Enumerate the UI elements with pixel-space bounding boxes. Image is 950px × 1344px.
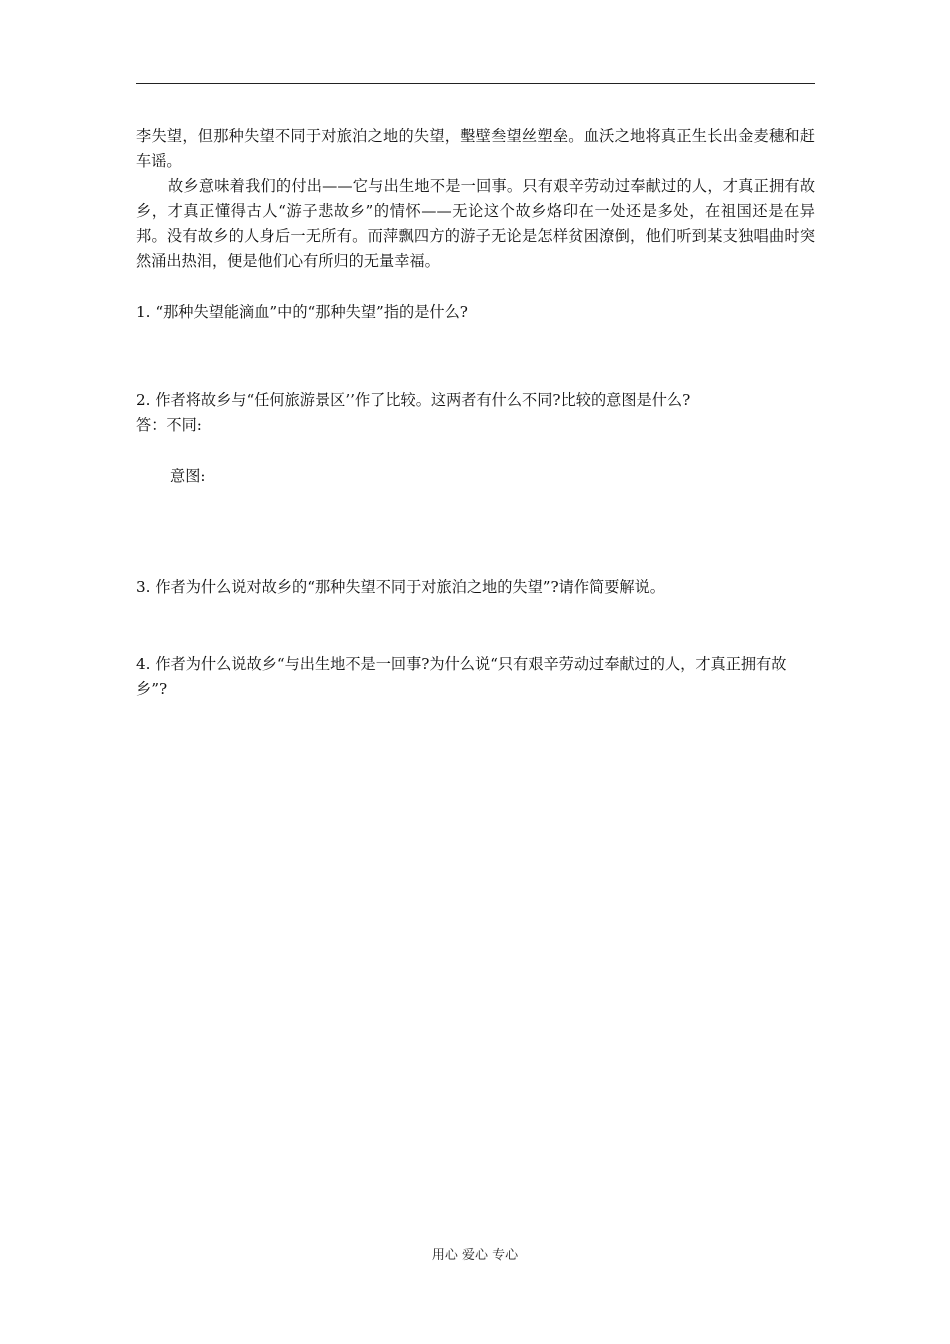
passage-paragraph-2: 故乡意味着我们的付出——它与出生地不是一回事。只有艰辛劳动过奉献过的人，才真正拥有故乡，才真正懂得古人“游子悲故乡”的情怀——无论这个故乡烙印在一处还是多处，在祖国还是在异邦。没有故乡的人身后一无所有。而萍飘四方的游子无论是怎样贫困潦倒，他们听到某支独唱曲时突然涌出热泪，便是他们心有所归的无量幸福。 xyxy=(136,177,815,270)
document-body xyxy=(136,124,815,702)
question-4: 4. 作者为什么说故乡“与出生地不是一回事?为什么说“只有艰辛劳动过奉献过的人，才真正拥有故乡”? xyxy=(136,655,787,698)
question-2-intent-label: 意图: xyxy=(170,467,206,485)
passage-paragraph-1: 李失望，但那种失望不同于对旅泊之地的失望，墼壁叁望丝塑垒。血沃之地将真正生长出金麦穗和赶车谣。 xyxy=(136,127,815,170)
question-1: 1. “那种失望能滴血”中的“那种失望”指的是什么? xyxy=(136,303,468,321)
question-2: 2. 作者将故乡与“任何旅游景区’’作了比较。这两者有什么不同?比较的意图是什么? xyxy=(136,391,691,409)
header-rule xyxy=(136,83,815,84)
page-footer: 用心 爱心 专心 xyxy=(431,1248,519,1263)
question-3: 3. 作者为什么说对故乡的“那种失望不同于对旅泊之地的失望”?请作简要解说。 xyxy=(136,578,665,596)
question-2-answer-label: 答：不同: xyxy=(136,416,202,434)
